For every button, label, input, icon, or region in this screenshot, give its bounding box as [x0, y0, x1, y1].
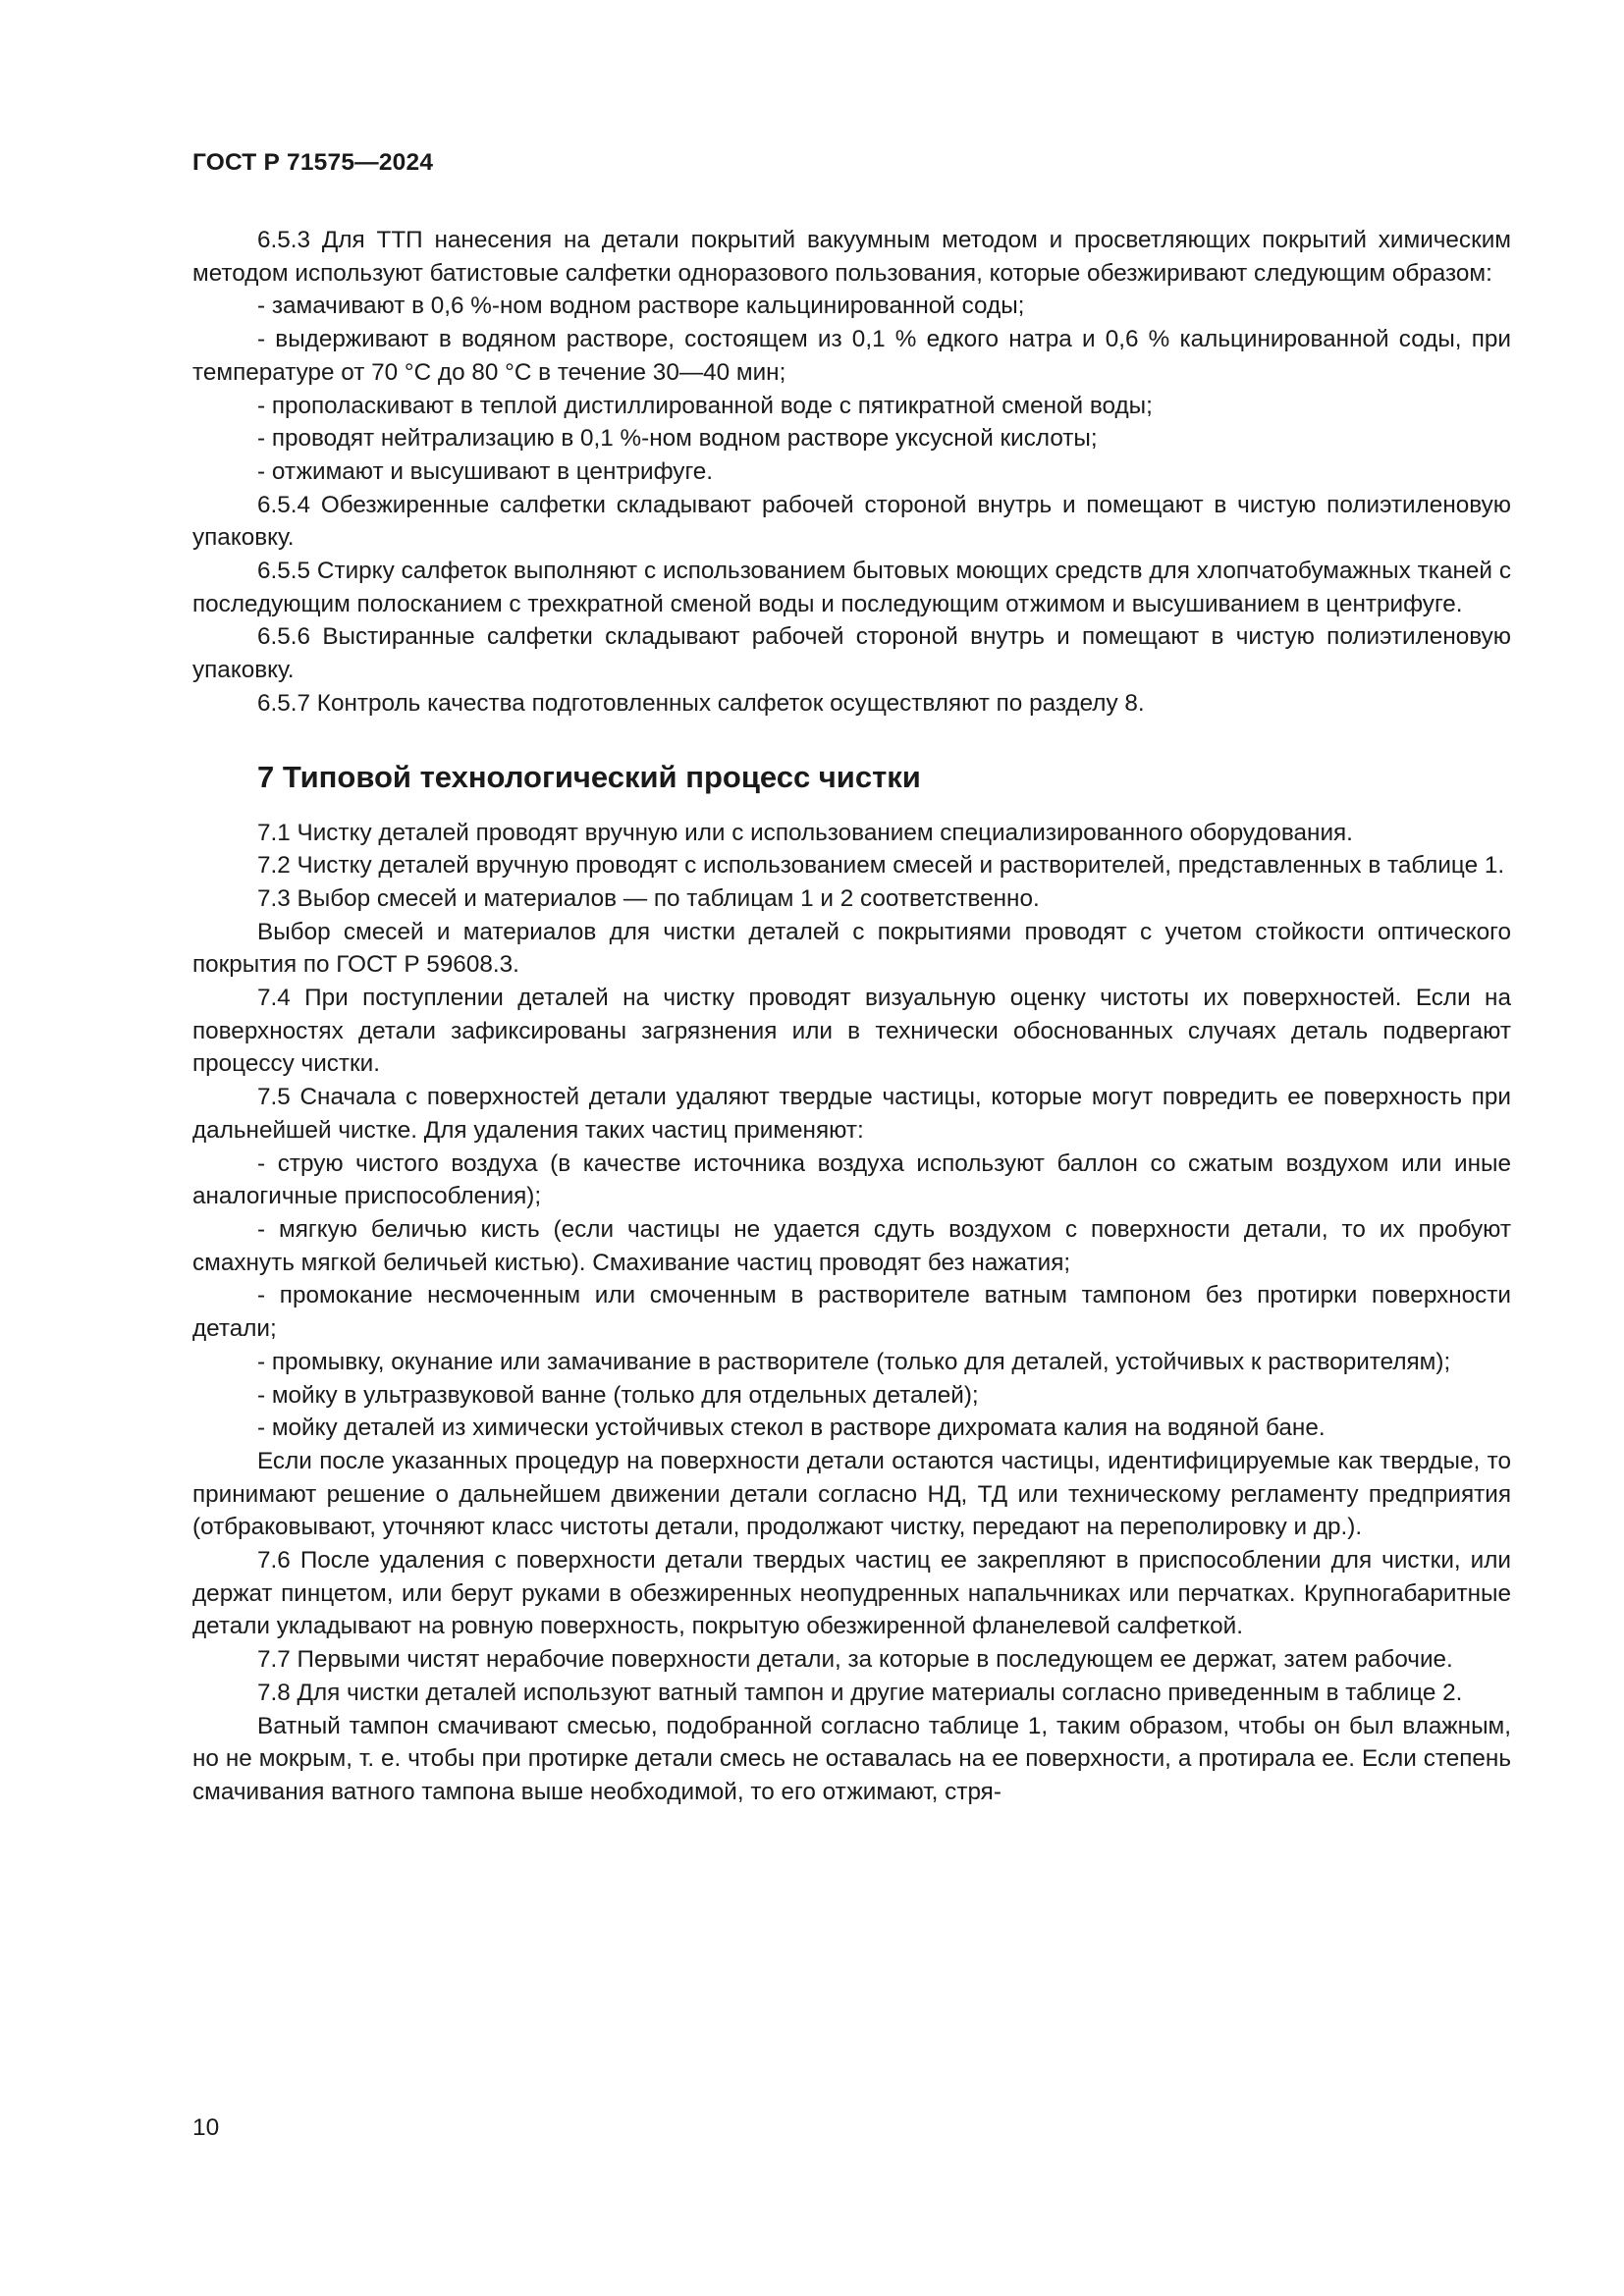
document-header: ГОСТ Р 71575—2024 — [192, 149, 434, 176]
page-content — [192, 224, 1511, 1809]
list-item: - промывку, окунание или замачивание в растворителе (только для деталей, устойчивых к растворителям); — [257, 1348, 1451, 1375]
paragraph-7-8: 7.8 Для чистки деталей используют ватный тампон и другие материалы согласно приведенным в таблице 2. — [257, 1679, 1463, 1706]
list-item: - струю чистого воздуха (в качестве источника воздуха используют баллон со сжатым воздухом или иные аналогичные приспособления); — [192, 1149, 1511, 1210]
list-item: - промокание несмоченным или смоченным в растворителе ватным тампоном без протирки поверхности детали; — [192, 1282, 1511, 1343]
paragraph-7-3: 7.3 Выбор смесей и материалов — по таблицам 1 и 2 соответственно. — [257, 884, 1040, 912]
list-item: - отжимают и высушивают в центрифуге. — [257, 457, 714, 485]
list-item: - мойку в ультразвуковой ванне (только для отдельных деталей); — [257, 1381, 979, 1409]
page-number: 10 — [192, 2114, 220, 2141]
paragraph-6-5-7: 6.5.7 Контроль качества подготовленных салфеток осуществляют по разделу 8. — [257, 689, 1145, 717]
list-item: - мягкую беличью кисть (если частицы не удается сдуть воздухом с поверхности детали, то их пробуют смахнуть мягкой беличьей кистью). Смахивание частиц проводят без нажатия; — [192, 1215, 1511, 1276]
paragraph-6-5-5: 6.5.5 Стирку салфеток выполняют с использованием бытовых моющих средств для хлопчатобумажных тканей с последующим полосканием с трехкратной сменой воды и последующим отжимом и высушиванием в центрифуге. — [192, 558, 1511, 617]
paragraph-7-5: 7.5 Сначала с поверхностей детали удаляют твердые частицы, которые могут повредить ее поверхность при дальнейшей чистке. Для удаления таких частиц применяют: — [192, 1084, 1511, 1144]
paragraph: Если после указанных процедур на поверхности детали остаются частицы, идентифицируемые как твердые, то принимают решение о дальнейшем движении детали согласно НД, ТД или техническому регламенту предприятия (отбраковывают, уточняют класс чистоты детали, продолжают чистку, передают на переполировку и др.). — [192, 1447, 1511, 1541]
paragraph-7-4: 7.4 При поступлении деталей на чистку проводят визуальную оценку чистоты их поверхностей. Если на поверхностях детали зафиксированы загрязнения или в технически обоснованных случаях деталь подвергают процессу чистки. — [192, 985, 1511, 1078]
list-item: - проводят нейтрализацию в 0,1 %-ном водном растворе уксусной кислоты; — [257, 425, 1098, 453]
paragraph-7-7: 7.7 Первыми чистят нерабочие поверхности детали, за которые в последующем ее держат, затем рабочие. — [257, 1646, 1453, 1674]
paragraph-6-5-4: 6.5.4 Обезжиренные салфетки складывают рабочей стороной внутрь и помещают в чистую полиэтиленовую упаковку. — [192, 491, 1511, 552]
section-7-heading: 7 Типовой технологический процесс чистки — [257, 759, 921, 794]
list-item: - прополаскивают в теплой дистиллированной воде с пятикратной сменой воды; — [257, 392, 1153, 419]
paragraph-6-5-3: 6.5.3 Для ТТП нанесения на детали покрытий вакуумным методом и просветляющих покрытий химическим методом используют батистовые салфетки одноразового пользования, которые обезжиривают следующим образом: — [192, 227, 1511, 287]
paragraph-7-6: 7.6 После удаления с поверхности детали твердых частиц ее закрепляют в приспособлении для чистки, или держат пинцетом, или берут руками в обезжиренных неопудренных напальчниках или перчатках. Крупногабаритные детали укладывают на ровную поверхность, покрытую обезжиренной фланелевой салфеткой. — [192, 1547, 1511, 1640]
list-item: - выдерживают в водяном растворе, состоящем из 0,1 % едкого натра и 0,6 % кальцинированной соды, при температуре от 70 °С до 80 °С в течение 30—40 мин; — [192, 326, 1511, 386]
list-item: - замачивают в 0,6 %-ном водном растворе кальцинированной соды; — [257, 293, 1025, 320]
paragraph: Выбор смесей и материалов для чистки деталей с покрытиями проводят с учетом стойкости оптического покрытия по ГОСТ Р 59608.3. — [192, 918, 1511, 979]
list-item: - мойку деталей из химически устойчивых стекол в растворе дихромата калия на водяной бане. — [257, 1415, 1326, 1442]
paragraph-7-1: 7.1 Чистку деталей проводят вручную или с использованием специализированного оборудования. — [257, 819, 1353, 846]
paragraph: Ватный тампон смачивают смесью, подобранной согласно таблице 1, таким образом, чтобы он был влажным, но не мокрым, т. е. чтобы при протирке детали смесь не оставалась на ее поверхности, а протирала ее. Если степень смачивания ватного тампона выше необходимой, то его отжимают, стря- — [192, 1712, 1511, 1805]
paragraph-7-2: 7.2 Чистку деталей вручную проводят с использованием смесей и растворителей, представленных в таблице 1. — [257, 852, 1505, 880]
paragraph-6-5-6: 6.5.6 Выстиранные салфетки складывают рабочей стороной внутрь и помещают в чистую полиэтиленовую упаковку. — [192, 623, 1511, 684]
